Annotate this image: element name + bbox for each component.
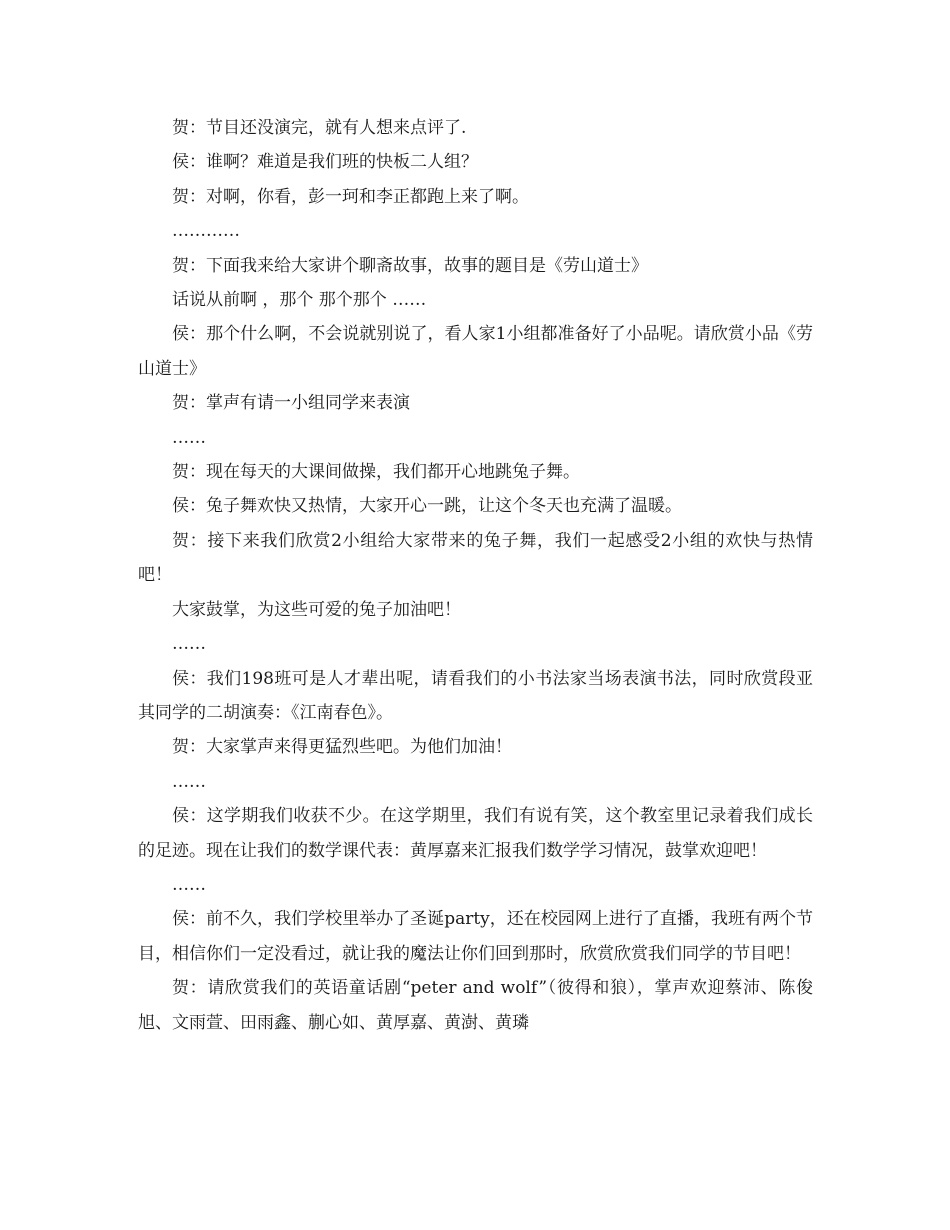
ellipsis-line: ……	[172, 427, 206, 448]
paragraph: 话说从前啊 ，那个 那个那个 ……	[172, 290, 427, 311]
document-body	[138, 111, 813, 1040]
paragraph: 贺：接下来我们欣赏2小组给大家带来的兔子舞，我们一起感受2小组的欢快与热情吧！	[138, 530, 813, 586]
paragraph: 侯：前不久，我们学校里举办了圣诞party，还在校园网上进行了直播，我班有两个节目，相信你们一定没看过，就让我的魔法让你们回到那时，欣赏欣赏我们同学的节目吧！	[138, 909, 813, 964]
paragraph: 贺：对啊，你看，彭一珂和李正都跑上来了啊。	[172, 186, 529, 207]
paragraph: 侯：我们198班可是人才辈出呢，请看我们的小书法家当场表演书法，同时欣赏段亚其同学的二胡演奏：《江南春色》。	[138, 668, 813, 723]
paragraph: 侯：那个什么啊，不会说就别说了，看人家1小组都准备好了小品呢。请欣赏小品《劳山道士》	[138, 324, 813, 379]
paragraph: 贺：节目还没演完，就有人想来点评了.	[172, 118, 467, 138]
ellipsis-line: ……	[172, 874, 206, 895]
paragraph: 贺：掌声有请一小组同学来表演	[172, 393, 410, 414]
paragraph: 贺：大家掌声来得更猛烈些吧。为他们加油！	[172, 737, 512, 758]
paragraph: 大家鼓掌，为这些可爱的兔子加油吧！	[172, 599, 461, 620]
paragraph: 贺：现在每天的大课间做操，我们都开心地跳兔子舞。	[172, 462, 580, 483]
paragraph: 侯：这学期我们收获不少。在这学期里，我们有说有笑，这个教室里记录着我们成长的足迹。现在让我们的数学课代表：黄厚嘉来汇报我们数学学习情况，鼓掌欢迎吧！	[138, 806, 813, 861]
ellipsis-line: ……	[172, 634, 206, 655]
paragraph: 侯：谁啊？难道是我们班的快板二人组？	[172, 152, 478, 173]
ellipsis-line: …………	[172, 221, 240, 242]
paragraph: 贺：请欣赏我们的英语童话剧“peter and wolf”（彼得和狼），掌声欢迎蔡沛、陈俊旭、文雨萱、田雨鑫、蒯心如、黄厚嘉、黄澍、黄璘	[138, 978, 813, 1033]
ellipsis-line: ……	[172, 771, 206, 792]
paragraph: 侯：兔子舞欢快又热情，大家开心一跳，让这个冬天也充满了温暖。	[172, 496, 682, 517]
paragraph: 贺：下面我来给大家讲个聊斋故事，故事的题目是《劳山道士》	[172, 255, 648, 276]
